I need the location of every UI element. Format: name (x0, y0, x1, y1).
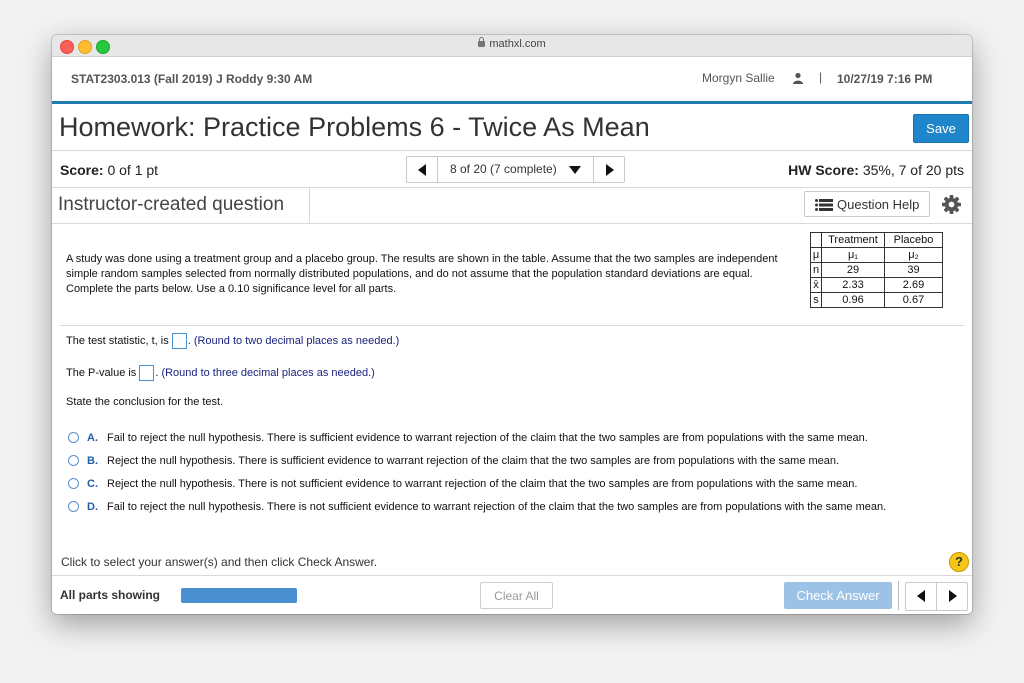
chevron-right-icon (949, 590, 957, 602)
table-cell: n (811, 263, 822, 278)
data-table (810, 232, 943, 308)
option-text: Fail to reject the null hypothesis. There is sufficient evidence to warrant rejection of the claim that the two samples are from populations with the same mean. (107, 432, 868, 444)
table-cell: μ₂ (885, 248, 943, 263)
radio-button[interactable] (68, 432, 79, 443)
instruction-text: Click to select your answer(s) and then click Check Answer. (61, 555, 378, 569)
help-icon[interactable]: ? (949, 552, 969, 572)
user-name[interactable]: Morgyn Sallie (702, 71, 775, 85)
footer-navigator (905, 582, 968, 611)
hw-score (788, 162, 964, 178)
radio-button[interactable] (68, 501, 79, 512)
question-help-label: Question Help (837, 197, 920, 212)
chevron-left-icon (418, 164, 426, 176)
table-header: Placebo (885, 233, 943, 248)
table-cell (811, 233, 822, 248)
test-statistic-line: The test statistic, t, is . (Round to two decimal places as needed.) (66, 333, 399, 349)
table-header-row (811, 233, 943, 248)
footer-bar (52, 575, 972, 614)
course-header (52, 57, 972, 104)
score-value: 0 of 1 pt (107, 162, 159, 178)
table-cell: μ (811, 248, 822, 263)
next-question-button[interactable] (593, 157, 624, 182)
table-row (811, 278, 943, 293)
section-divider (60, 325, 964, 326)
lock-icon (478, 41, 485, 47)
header-separator: | (819, 70, 823, 84)
table-cell: 0.67 (885, 293, 943, 308)
p-value-input[interactable] (139, 365, 154, 381)
address-bar[interactable] (52, 38, 972, 50)
table-cell: 29 (822, 263, 885, 278)
parts-label: All parts showing (60, 588, 161, 602)
table-row (811, 263, 943, 278)
radio-button[interactable] (68, 455, 79, 466)
option-letter: C. (87, 478, 98, 490)
option-text: Fail to reject the null hypothesis. There is not sufficient evidence to warrant rejection of the claim that the two samples are from populations with the same mean. (107, 501, 887, 513)
radio-button[interactable] (68, 478, 79, 489)
course-title: STAT2303.013 (Fall 2019) J Roddy 9:30 AM (71, 72, 313, 86)
conclusion-prompt: State the conclusion for the test. (66, 396, 224, 408)
test-statistic-input[interactable] (172, 333, 187, 349)
title-bar (52, 35, 972, 57)
hw-score-value: 35%, 7 of 20 pts (862, 162, 964, 178)
question-select-value: 8 of 20 (7 complete) (450, 162, 557, 176)
question-header (52, 187, 972, 224)
table-cell: 0.96 (822, 293, 885, 308)
table-cell: μ₁ (822, 248, 885, 263)
option-letter: A. (87, 432, 98, 444)
table-header: Treatment (822, 233, 885, 248)
question-score (60, 162, 158, 178)
chevron-right-icon (606, 164, 614, 176)
page-title: Homework: Practice Problems 6 - Twice As Mean (59, 112, 650, 142)
url-text: mathxl.com (489, 38, 546, 50)
question-select[interactable] (438, 157, 593, 182)
list-icon (815, 199, 833, 211)
score-label: Score: (60, 162, 104, 178)
user-icon[interactable] (792, 72, 804, 84)
table-cell: 2.33 (822, 278, 885, 293)
option-letter: B. (87, 455, 98, 467)
test-statistic-prompt: The test statistic, t, is (66, 334, 169, 347)
table-row (811, 248, 943, 263)
check-answer-button[interactable]: Check Answer (784, 582, 892, 609)
problem-statement: A study was done using a treatment group and a placebo group. The results are shown in the table. Assume that the two samples are independent simple random samples selected from normally distributed populations, and do not assume that the population standard deviations are equal. Complete the parts below. Use a 0.10 significance level for all parts. (66, 253, 778, 295)
footer-separator (898, 581, 899, 610)
test-statistic-hint: (Round to two decimal places as needed.) (193, 334, 400, 347)
table-cell: 2.69 (885, 278, 943, 293)
progress-bar (181, 588, 297, 603)
chevron-left-icon (917, 590, 925, 602)
gear-icon[interactable] (942, 195, 961, 214)
table-cell: x̄ (811, 278, 822, 293)
p-value-prompt: The P-value is (66, 366, 137, 379)
save-button[interactable]: Save (913, 114, 969, 143)
browser-window (52, 35, 972, 614)
header-datetime: 10/27/19 7:16 PM (837, 72, 933, 86)
heading-divider (309, 187, 310, 223)
next-question-button[interactable] (937, 583, 967, 610)
table-cell: s (811, 293, 822, 308)
question-help-button[interactable] (804, 191, 930, 217)
previous-question-button[interactable] (407, 157, 438, 182)
hw-score-label: HW Score: (788, 162, 859, 178)
table-cell: 39 (885, 263, 943, 278)
score-row (52, 150, 972, 188)
question-heading: Instructor-created question (58, 194, 285, 215)
p-value-line: The P-value is . (Round to three decimal places as needed.) (66, 365, 375, 381)
option-text: Reject the null hypothesis. There is sufficient evidence to warrant rejection of the claim that the two samples are from populations with the same mean. (107, 455, 840, 467)
option-letter: D. (87, 501, 98, 513)
chevron-down-icon (569, 166, 581, 174)
clear-all-button[interactable]: Clear All (480, 582, 553, 609)
question-navigator (406, 156, 625, 183)
option-text: Reject the null hypothesis. There is not sufficient evidence to warrant rejection of the claim that the two samples are from populations with the same mean. (107, 478, 858, 490)
table-row (811, 293, 943, 308)
p-value-hint: (Round to three decimal places as needed.) (161, 366, 375, 379)
previous-question-button[interactable] (906, 583, 937, 610)
